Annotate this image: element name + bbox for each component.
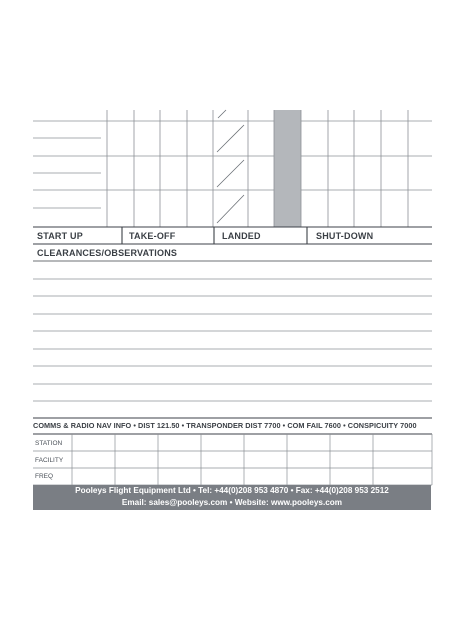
phase-landed: LANDED (222, 231, 261, 241)
time-grid-columns (107, 110, 408, 227)
shaded-column (274, 110, 301, 227)
comms-grid-lines (33, 434, 432, 485)
comms-row-freq: FREQ (35, 473, 54, 480)
clearances-heading: CLEARANCES/OBSERVATIONS (37, 248, 178, 258)
left-writing-lines (33, 138, 101, 208)
observation-writing-lines (33, 279, 432, 401)
phase-shut-down: SHUT-DOWN (316, 231, 374, 241)
footer-web-line: Email: sales@pooleys.com • Website: www.pooleys.com (121, 498, 343, 507)
diagonal-marks (217, 110, 244, 223)
comms-row-station: STATION (35, 440, 63, 447)
comms-row-facility: FACILITY (35, 457, 64, 464)
publisher-footer (33, 485, 431, 510)
phase-start-up: START UP (37, 231, 83, 241)
phase-take-off: TAKE-OFF (129, 231, 176, 241)
comms-radio-info: COMMS & RADIO NAV INFO • DIST 121.50 • TRANSPONDER DIST 7700 • COM FAIL 7600 • CONSPICUITY 7000 (33, 421, 417, 430)
footer-contact-line: Pooleys Flight Equipment Ltd • Tel: +44(0)208 953 4870 • Fax: +44(0)208 953 2512 (75, 486, 389, 495)
